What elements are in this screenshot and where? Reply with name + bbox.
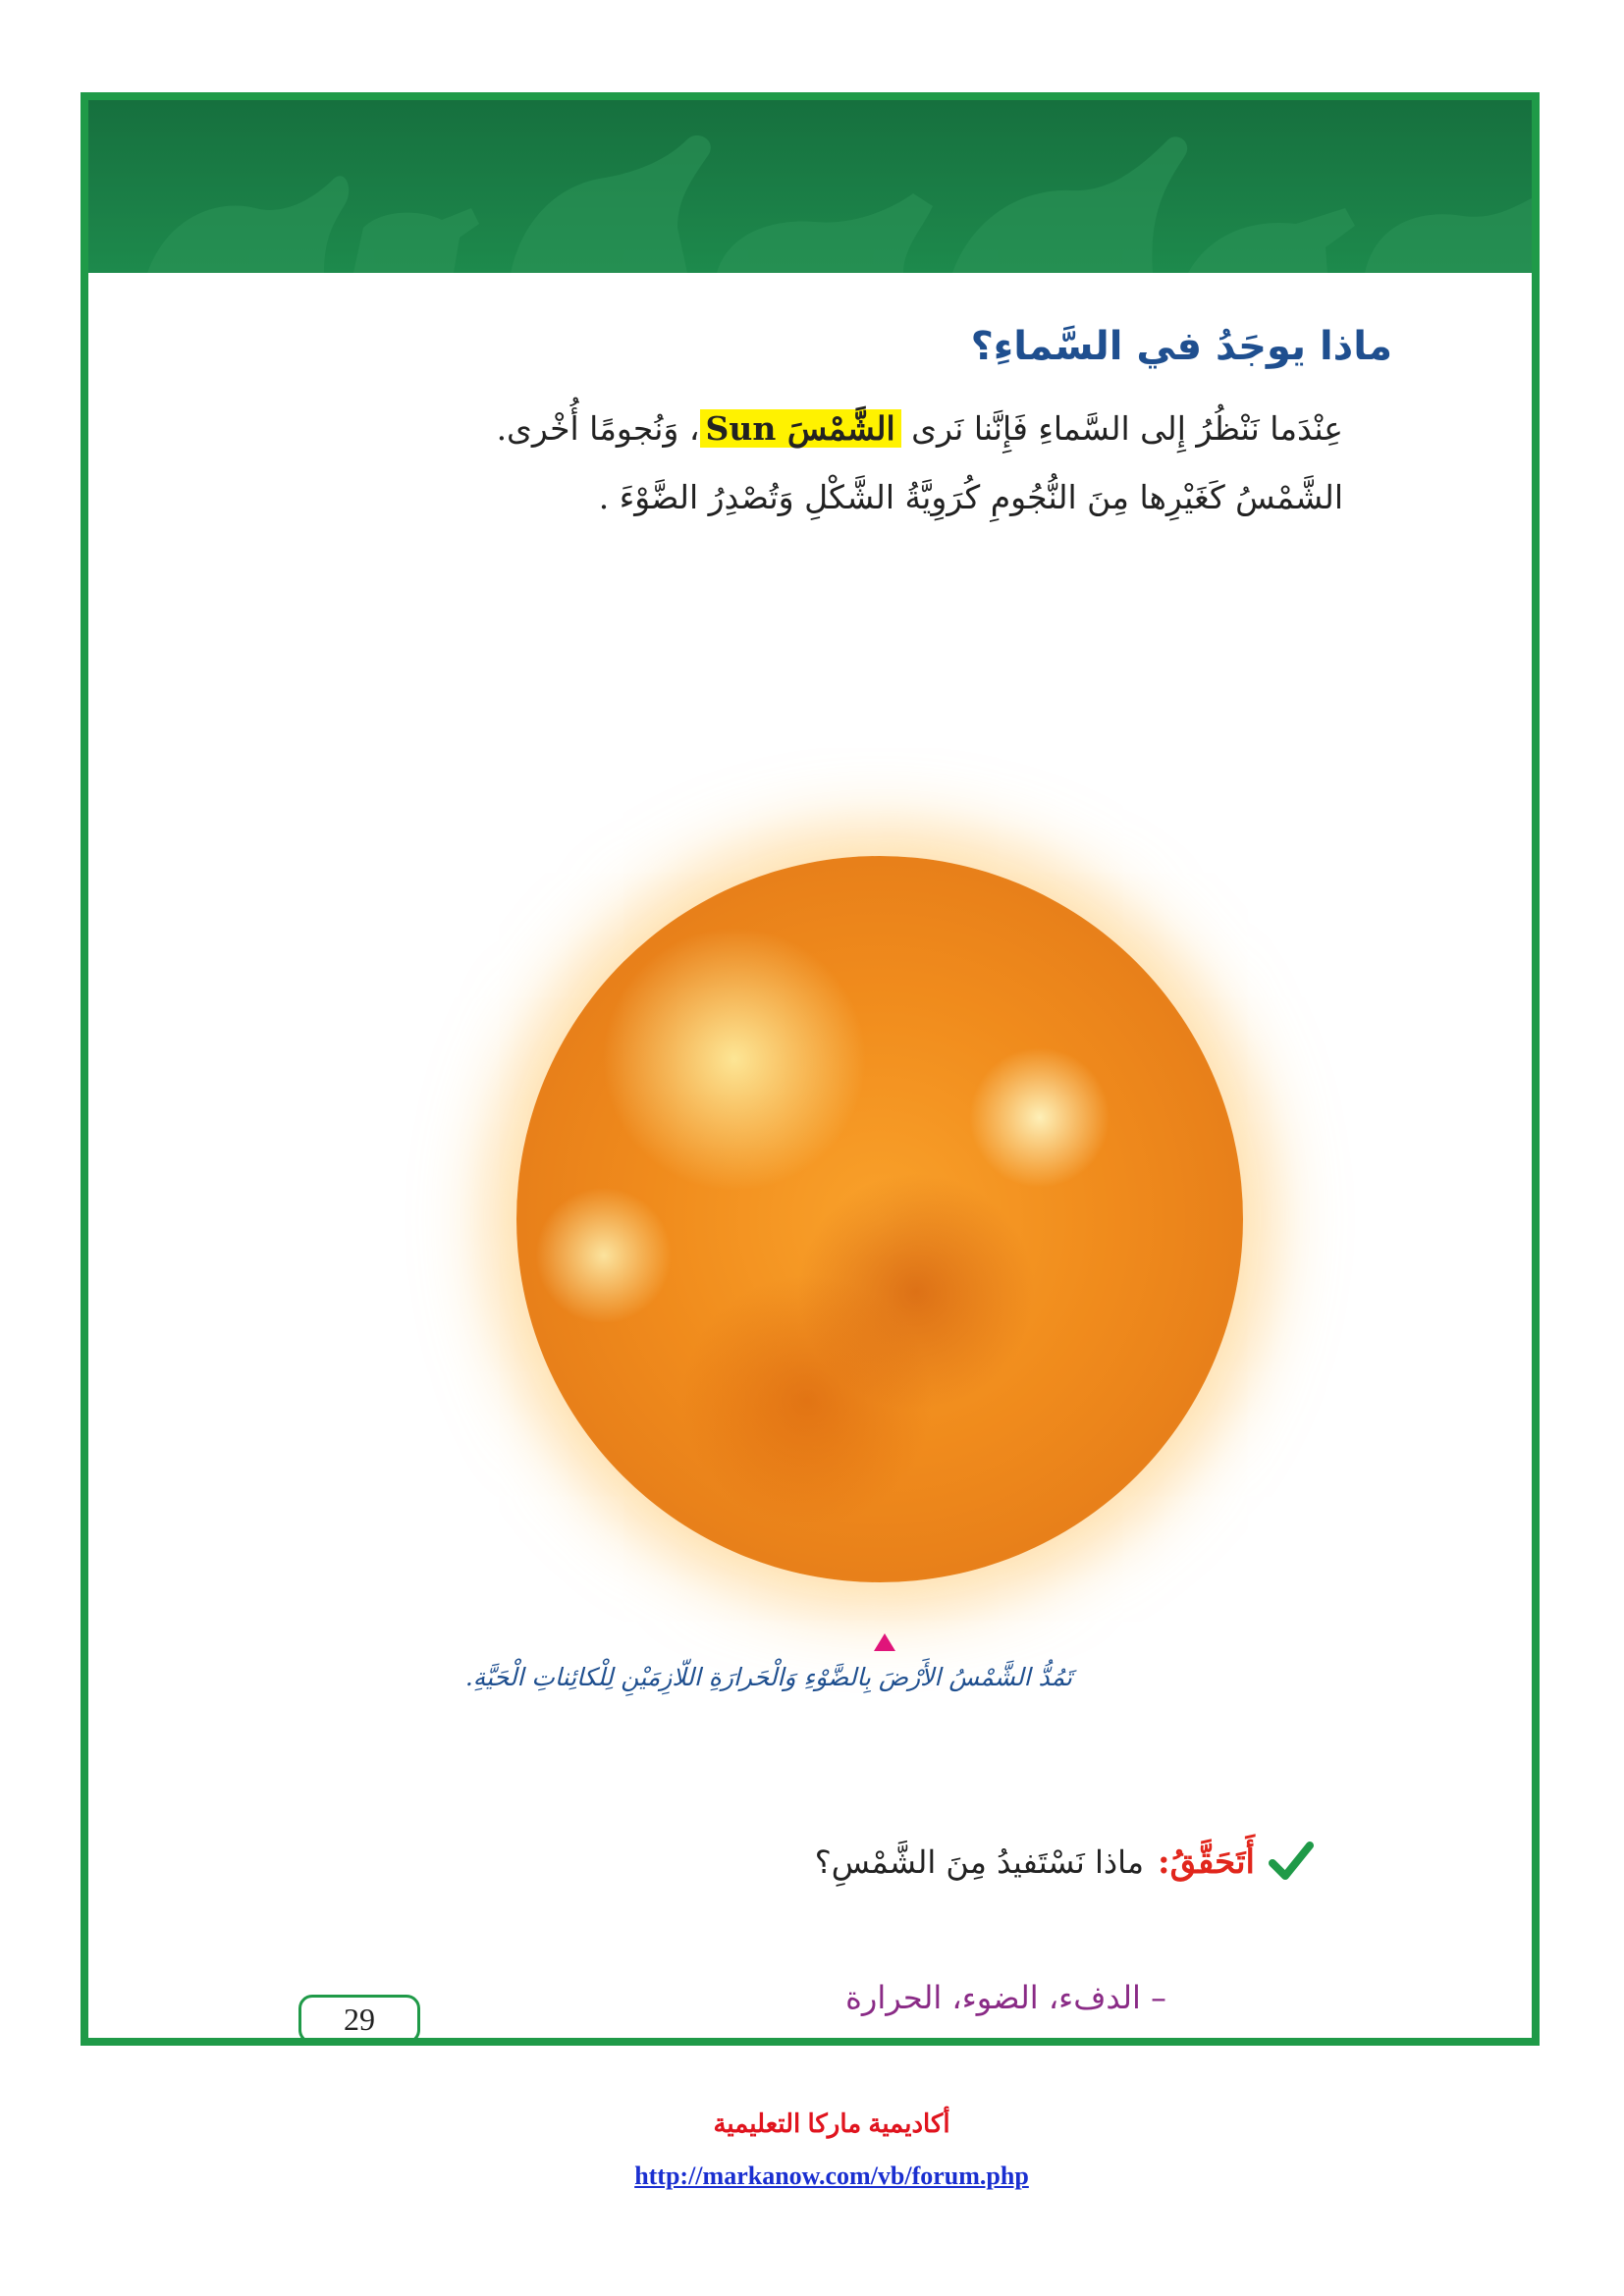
- animal-silhouettes-decoration: [88, 100, 1532, 273]
- highlighted-term: [700, 409, 901, 448]
- check-label: أَتَحَقَّقُ:: [1158, 1842, 1255, 1882]
- handwritten-answer: – الدفء، الضوء، الحرارة: [845, 1979, 1166, 2016]
- figure-caption: تَمُدُّ الشَّمْسُ الأَرْضَ بِالضَّوْءِ وَالْحَرارَةِ اللّازِمَيْنِ لِلْكائِناتِ الْحَيَّةِ.: [464, 1663, 1072, 1691]
- body-line-1-end: ، وَنُجومًا أُخْرى.: [496, 409, 700, 448]
- check-mark-icon: [1269, 1840, 1314, 1885]
- header-banner: [88, 100, 1532, 273]
- body-line-1: [381, 395, 1343, 463]
- body-paragraph: [381, 395, 1343, 532]
- page-number: 29: [298, 1995, 420, 2044]
- sun-disc: [516, 856, 1243, 1582]
- textbook-page: [81, 92, 1540, 2046]
- check-question: ماذا نَسْتَفيدُ مِنَ الشَّمْسِ؟: [814, 1843, 1145, 1881]
- body-line-1-start: عِنْدَما نَنْظُرُ إِلى السَّماءِ فَإِنَّنا نَرى: [900, 409, 1343, 448]
- footer-url-link[interactable]: http://markanow.com/vb/forum.php: [634, 2162, 1029, 2190]
- section-heading: ماذا يوجَدُ في السَّماءِ؟: [970, 324, 1392, 369]
- triangle-up-icon: [874, 1633, 895, 1651]
- highlighted-term-arabic: الشَّمْسَ: [786, 409, 895, 448]
- sun-image: [458, 797, 1302, 1641]
- check-question-row: [815, 1840, 1314, 1885]
- highlighted-term-english: Sun: [705, 409, 777, 448]
- body-line-2: الشَّمْسُ كَغَيْرِها مِنَ النُّجُومِ كُرَوِيَّةُ الشَّكْلِ وَتُصْدِرُ الضَّوْءَ .: [598, 478, 1343, 516]
- footer-brand: أكاديمية ماركا التعليمية: [713, 2109, 950, 2138]
